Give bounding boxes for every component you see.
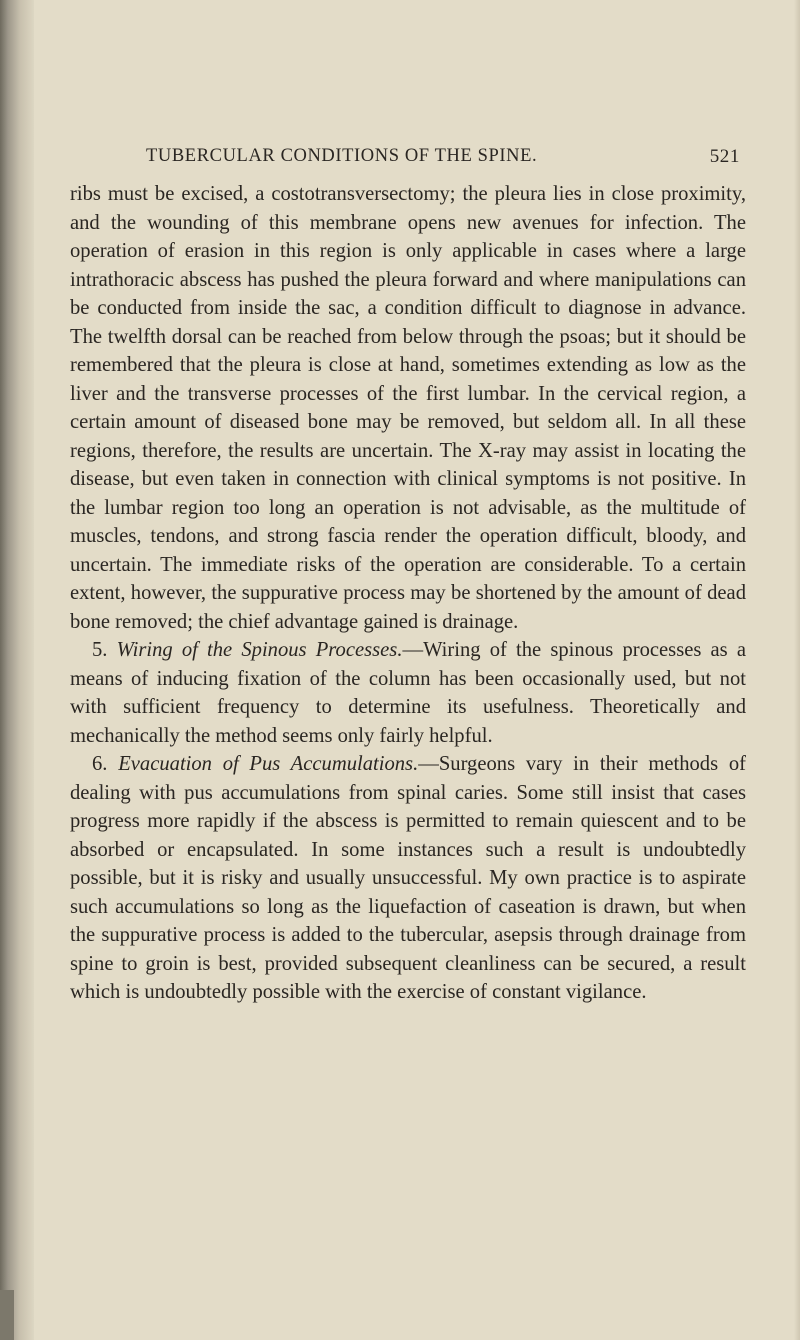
section-number: 6. [92, 753, 108, 775]
page-number: 521 [709, 146, 740, 167]
paragraph-wiring-spinous-processes [70, 636, 746, 750]
body-text [70, 180, 746, 1007]
book-page [70, 142, 746, 1007]
section-heading: Wiring of the Spinous Processes. [116, 639, 403, 661]
running-head-title: TUBERCULAR CONDITIONS OF THE SPINE. [146, 146, 538, 166]
paragraph-continuation [70, 180, 746, 636]
paragraph-evacuation-pus [70, 750, 746, 1007]
running-head [70, 142, 746, 172]
paragraph-text: —Wiring of the spinous processes as a means of inducing fixation of the column has been occasionally used, but not with sufficient frequency to determine its usefulness. Theoretically and mechanically the method seems only fairly helpful. [70, 639, 746, 747]
section-number: 5. [92, 639, 108, 661]
book-gutter-shadow [0, 0, 34, 1340]
gutter-edge [0, 1290, 14, 1340]
paragraph-text: —Surgeons vary in their methods of dealing with pus accumulations from spinal caries. Some still insist that cases progress more rapidly if the abscess is permitted to remain quiescent and to be absorbed or encapsulated. In some instances such a result is undoubtedly possible, but it is risky and usually unsuccessful. My own practice is to aspirate such accumulations so long as the liquefaction of caseation is drawn, but when the suppurative process is added to the tubercular, asepsis through drainage from spine to groin is best, provided subsequent cleanliness can be secured, a result which is undoubtedly possible with the exercise of constant vigilance. [70, 753, 746, 1003]
section-heading: Evacuation of Pus Accumulations. [118, 753, 419, 775]
page-right-edge [794, 0, 800, 1340]
paragraph-text: ribs must be excised, a costotransversectomy; the pleura lies in close proximity, and the wounding of this membrane opens new avenues for infection. The operation of erasion in this region is only applicable in cases where a large intrathoracic abscess has pushed the pleura forward and where manipulations can be conducted from inside the sac, a condition difficult to diagnose in advance. The twelfth dorsal can be reached from below through the psoas; but it should be remembered that the pleura is close at hand, sometimes extending as low as the liver and the transverse processes of the first lumbar. In the cervical region, a certain amount of diseased bone may be removed, but seldom all. In all these regions, therefore, the results are uncertain. The X-ray may assist in locating the disease, but even taken in connection with clinical symptoms is not positive. In the lumbar region too long an operation is not advisable, as the multitude of muscles, tendons, and strong fascia render the operation difficult, bloody, and uncertain. The immediate risks of the operation are considerable. To a certain extent, however, the suppurative process may be shortened by the amount of dead bone removed; the chief advantage gained is drainage. [70, 183, 746, 633]
